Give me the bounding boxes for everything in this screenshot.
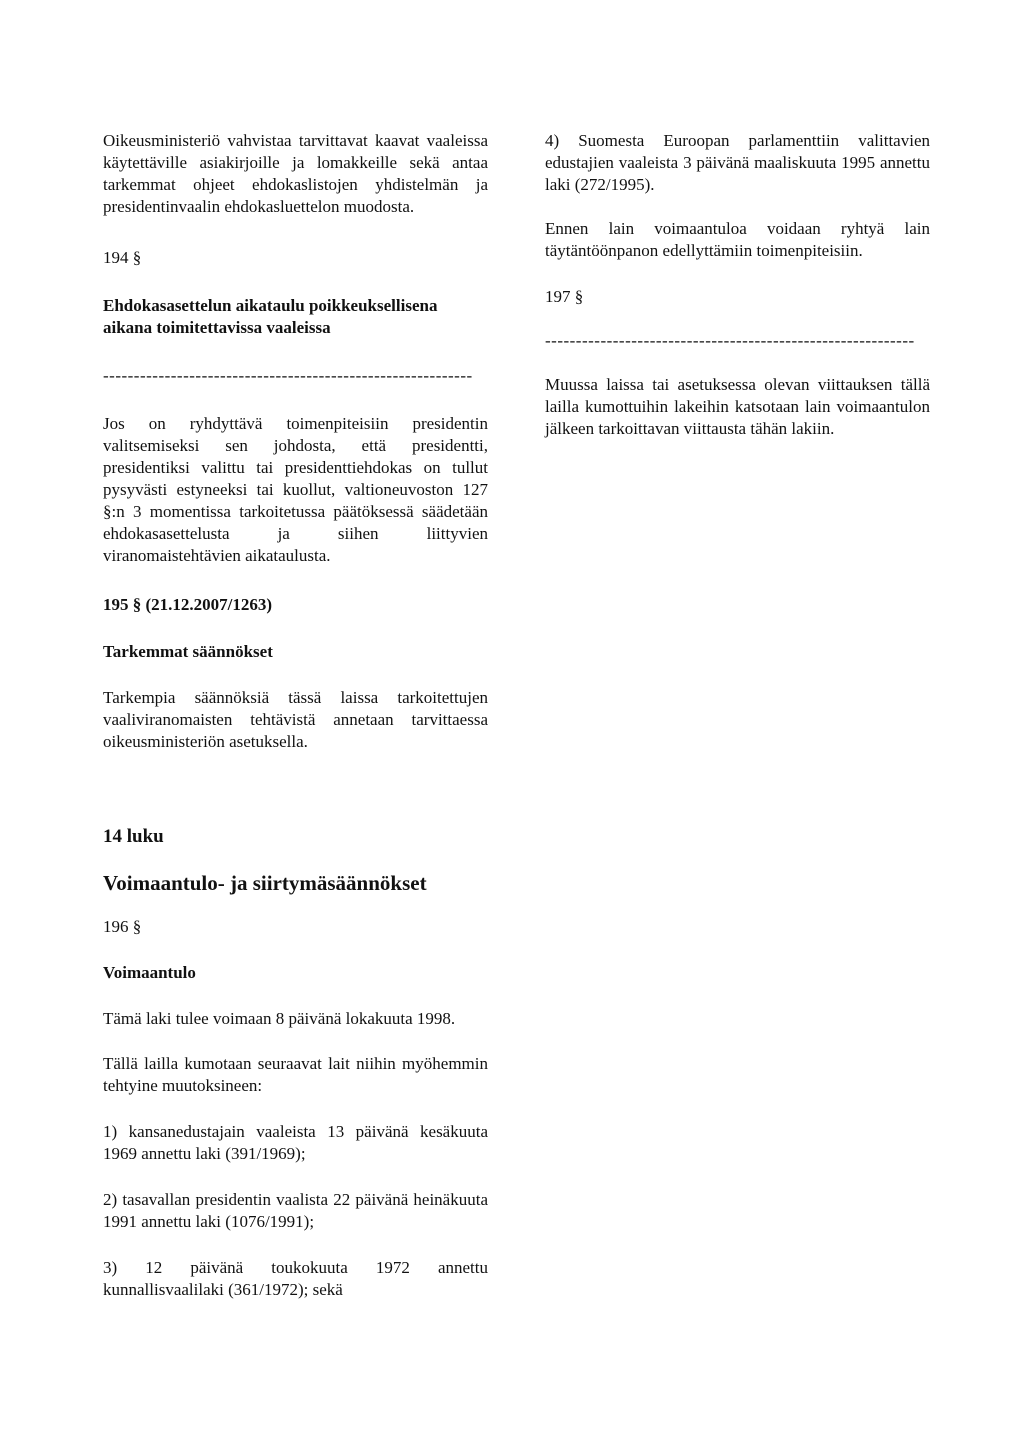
section-196-title: Voimaantulo <box>103 963 196 982</box>
right-column <box>545 130 930 440</box>
section-196-paragraph-2: Tällä lailla kumotaan seuraavat lait niihin myöhemmin tehtyine muutoksineen: <box>103 1054 488 1095</box>
left-column <box>103 130 488 1301</box>
section-197-omitted-dashes: ------------------------------------------------------------ <box>545 331 915 350</box>
enforcement-paragraph: Ennen lain voimaantuloa voidaan ryhtyä lain täytäntöönpanon edellyttämiin toimenpiteisiin. <box>545 219 930 260</box>
section-195-number: 195 § (21.12.2007/1263) <box>103 595 273 614</box>
section-196-list-item-1: 1) kansanedustajain vaaleista 13 päivänä kesäkuuta 1969 annettu laki (391/1969); <box>103 1122 488 1163</box>
chapter-number: 14 luku <box>103 826 164 847</box>
section-195-title: Tarkemmat säännökset <box>103 642 273 661</box>
chapter-title: Voimaantulo- ja siirtymäsäännökset <box>103 871 427 895</box>
section-196-list-item-4: 4) Suomesta Euroopan parlamenttiin valittavien edustajien vaaleista 3 päivänä maaliskuuta 1995 annettu laki (272/1995). <box>545 131 930 194</box>
section-196-list-item-3: 3) 12 päivänä toukokuuta 1972 annettu kunnallisvaalilaki (361/1972); sekä <box>103 1258 488 1299</box>
section-197-text: Muussa laissa tai asetuksessa olevan viittauksen tällä lailla kumottuihin lakeihin katsotaan lain voimaantulon jälkeen tarkoittavan viittausta tähän lakiin. <box>545 375 930 438</box>
section-196-paragraph-1: Tämä laki tulee voimaan 8 päivänä lokakuuta 1998. <box>103 1009 456 1028</box>
section-194-omitted-dashes: ------------------------------------------------------------ <box>103 366 473 385</box>
section-195-text: Tarkempia säännöksiä tässä laissa tarkoitettujen vaaliviranomaisten tehtävistä annetaan tarvittaessa oikeusministeriön asetuksella. <box>103 688 488 751</box>
section-194-text: Jos on ryhdyttävä toimenpiteisiin presidentin valitsemiseksi sen johdosta, että presidentti, presidentiksi valittu tai presidenttiehdokas on tullut pysyvästi estyneeksi tai kuollut, valtioneuvoston 127 §:n 3 momentissa tarkoitetussa päätöksessä säädetään ehdokasasettelusta ja siihen liittyvien viranomaistehtävien aikataulusta. <box>103 414 488 565</box>
section-196-list-item-2: 2) tasavallan presidentin vaalista 22 päivänä heinäkuuta 1991 annettu laki (1076/1991); <box>103 1190 488 1231</box>
section-194-number: 194 § <box>103 248 142 267</box>
section-194-title: Ehdokasasettelun aikataulu poikkeuksellisena aikana toimitettavissa vaaleissa <box>103 296 438 337</box>
section-197-number: 197 § <box>545 287 584 306</box>
section-196-number: 196 § <box>103 917 142 936</box>
intro-paragraph: Oikeusministeriö vahvistaa tarvittavat kaavat vaaleissa käytettäville asiakirjoille ja lomakkeille sekä antaa tarkemmat ohjeet ehdokaslistojen yhdistelmän ja presidentinvaalin ehdokasluettelon muodosta. <box>103 131 488 216</box>
